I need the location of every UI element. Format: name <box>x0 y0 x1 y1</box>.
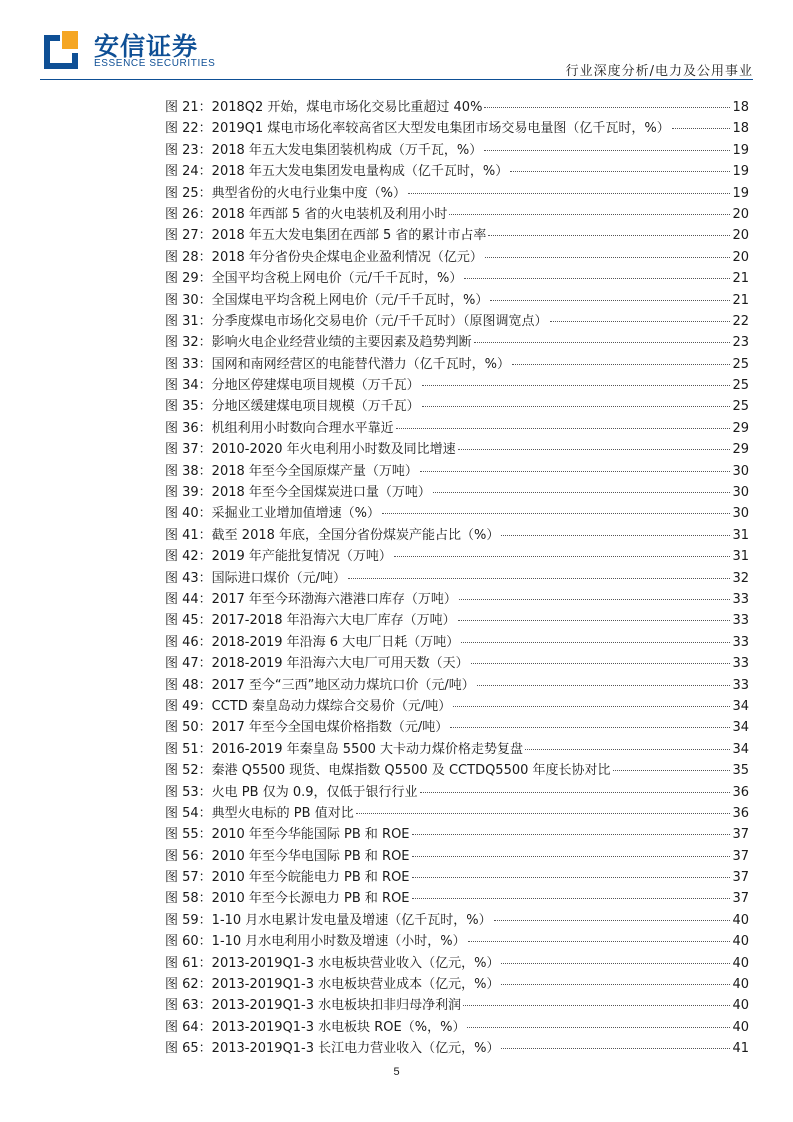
toc-entry-page: 37 <box>732 870 749 886</box>
toc-entry[interactable] <box>165 311 749 332</box>
toc-entry[interactable] <box>165 931 749 952</box>
toc-entry-page: 34 <box>732 698 749 714</box>
company-name-en: ESSENCE SECURITIES <box>94 58 216 69</box>
toc-entry-page: 32 <box>732 570 749 586</box>
toc-entry-page: 20 <box>732 249 749 265</box>
toc-entry[interactable] <box>165 589 749 610</box>
toc-dot-leader <box>420 470 731 472</box>
toc-entry[interactable] <box>165 1017 749 1038</box>
toc-entry-title: 图 52：秦港 Q5500 现货、电煤指数 Q5500 及 CCTDQ5500 年度长协对比 <box>165 763 611 779</box>
toc-entry-page: 41 <box>732 1041 749 1057</box>
toc-dot-leader <box>477 684 731 686</box>
toc-entry-title: 图 29：全国平均含税上网电价（元/千千瓦时，%） <box>165 271 463 287</box>
toc-entry-title: 图 57：2010 年至今皖能电力 PB 和 ROE <box>165 870 410 886</box>
toc-dot-leader <box>501 983 730 985</box>
toc-dot-leader <box>382 512 730 514</box>
toc-entry-title: 图 48：2017 至今“三西”地区动力煤坑口价（元/吨） <box>165 677 475 693</box>
toc-dot-leader <box>422 405 731 407</box>
toc-entry-page: 33 <box>732 634 749 650</box>
toc-dot-leader <box>488 234 730 236</box>
toc-entry-page: 40 <box>732 934 749 950</box>
toc-entry[interactable] <box>165 375 749 396</box>
toc-entry-page: 37 <box>732 891 749 907</box>
toc-dot-leader <box>468 940 731 942</box>
toc-entry[interactable] <box>165 739 749 760</box>
toc-entry-page: 18 <box>732 121 749 137</box>
toc-entry-title: 图 22：2019Q1 煤电市场化率较高省区大型发电集团市场交易电量图（亿千瓦时，%） <box>165 121 670 137</box>
toc-entry-page: 40 <box>732 912 749 928</box>
toc-entry[interactable] <box>165 888 749 909</box>
toc-entry-page: 29 <box>732 420 749 436</box>
toc-dot-leader <box>490 299 730 301</box>
toc-entry-page: 23 <box>732 335 749 351</box>
toc-dot-leader <box>485 256 731 258</box>
toc-entry-title: 图 50：2017 年至今全国电煤价格指数（元/吨） <box>165 720 449 736</box>
toc-entry-title: 图 37：2010-2020 年火电利用小时数及同比增速 <box>165 442 456 458</box>
toc-entry-title: 图 49：CCTD 秦皇岛动力煤综合交易价（元/吨） <box>165 698 452 714</box>
toc-entry-title: 图 45：2017-2018 年沿海六大电厂库存（万吨） <box>165 613 456 629</box>
toc-entry[interactable] <box>165 247 749 268</box>
toc-dot-leader <box>459 598 731 600</box>
toc-entry-title: 图 54：典型火电标的 PB 值对比 <box>165 805 354 821</box>
report-type: 行业深度分析/电力及公用事业 <box>565 64 753 79</box>
company-logo-icon <box>40 27 84 71</box>
toc-entry-title: 图 39：2018 年至今全国煤炭进口量（万吨） <box>165 485 431 501</box>
toc-entry-page: 40 <box>732 977 749 993</box>
toc-entry[interactable] <box>165 204 749 225</box>
toc-entry-page: 40 <box>732 955 749 971</box>
toc-dot-leader <box>672 127 731 129</box>
toc-entry-title: 图 23：2018 年五大发电集团装机构成（万千瓦，%） <box>165 142 483 158</box>
toc-entry-page: 25 <box>732 378 749 394</box>
toc-entry[interactable] <box>165 161 749 182</box>
toc-entry-page: 33 <box>732 613 749 629</box>
toc-entry-title: 图 33：国网和南网经营区的电能替代潜力（亿千瓦时，%） <box>165 356 511 372</box>
toc-entry-page: 19 <box>732 142 749 158</box>
toc-dot-leader <box>412 897 731 899</box>
toc-entry-page: 20 <box>732 206 749 222</box>
toc-entry-page: 30 <box>732 485 749 501</box>
toc-entry-title: 图 56：2010 年至今华电国际 PB 和 ROE <box>165 848 410 864</box>
toc-entry-page: 30 <box>732 463 749 479</box>
toc-entry-page: 29 <box>732 442 749 458</box>
toc-entry-page: 19 <box>732 164 749 180</box>
toc-entry[interactable] <box>165 653 749 674</box>
toc-entry[interactable] <box>165 118 749 139</box>
toc-entry[interactable] <box>165 803 749 824</box>
toc-entry-title: 图 40：采掘业工业增加值增速（%） <box>165 506 381 522</box>
toc-entry-title: 图 28：2018 年分省份央企煤电企业盈利情况（亿元） <box>165 249 483 265</box>
toc-entry[interactable] <box>165 782 749 803</box>
toc-entry-page: 36 <box>732 805 749 821</box>
toc-entry-title: 图 35：分地区缓建煤电项目规模（万千瓦） <box>165 399 420 415</box>
toc-dot-leader <box>494 919 731 921</box>
toc-dot-leader <box>453 705 730 707</box>
toc-dot-leader <box>420 791 731 793</box>
toc-dot-leader <box>510 170 730 172</box>
toc-entry-title: 图 61：2013-2019Q1-3 水电板块营业收入（亿元，%） <box>165 955 500 971</box>
toc-dot-leader <box>464 277 730 279</box>
toc-entry-page: 33 <box>732 591 749 607</box>
toc-entry[interactable] <box>165 974 749 995</box>
toc-entry[interactable] <box>165 439 749 460</box>
toc-dot-leader <box>463 1004 730 1006</box>
toc-entry-title: 图 62：2013-2019Q1-3 水电板块营业成本（亿元，%） <box>165 977 500 993</box>
toc-entry[interactable] <box>165 867 749 888</box>
toc-entry-title: 图 42：2019 年产能批复情况（万吨） <box>165 549 392 565</box>
toc-entry-page: 34 <box>732 741 749 757</box>
page-header <box>0 0 793 80</box>
toc-dot-leader <box>412 855 731 857</box>
toc-dot-leader <box>501 1047 730 1049</box>
header-divider <box>40 79 753 80</box>
toc-dot-leader <box>471 662 731 664</box>
toc-entry-page: 30 <box>732 506 749 522</box>
toc-entry-title: 图 44：2017 年至今环渤海六港港口库存（万吨） <box>165 591 457 607</box>
toc-entry-page: 37 <box>732 848 749 864</box>
toc-entry[interactable] <box>165 568 749 589</box>
toc-entry-title: 图 36：机组利用小时数向合理水平靠近 <box>165 420 394 436</box>
toc-entry[interactable] <box>165 717 749 738</box>
toc-dot-leader <box>512 363 730 365</box>
toc-dot-leader <box>394 555 731 557</box>
toc-dot-leader <box>412 833 731 835</box>
toc-entry-page: 20 <box>732 228 749 244</box>
toc-dot-leader <box>458 448 731 450</box>
toc-entry-title: 图 21：2018Q2 开始，煤电市场化交易比重超过 40% <box>165 100 483 115</box>
toc-entry-title: 图 59：1-10 月水电累计发电量及增速（亿千瓦时，%） <box>165 912 492 928</box>
toc-entry[interactable] <box>165 97 749 118</box>
toc-dot-leader <box>449 213 730 215</box>
toc-entry-title: 图 53：火电 PB 仅为 0.9，仅低于银行行业 <box>165 784 418 800</box>
toc-dot-leader <box>412 876 731 878</box>
toc-dot-leader <box>356 812 731 814</box>
toc-entry-title: 图 26：2018 年西部 5 省的火电装机及利用小时 <box>165 206 448 222</box>
toc-entry-page: 22 <box>732 313 749 329</box>
toc-entry-title: 图 47：2018-2019 年沿海六大电厂可用天数（天） <box>165 656 469 672</box>
toc-entry[interactable] <box>165 332 749 353</box>
toc-entry-title: 图 24：2018 年五大发电集团发电量构成（亿千瓦时，%） <box>165 164 509 180</box>
toc-entry[interactable] <box>165 632 749 653</box>
toc-entry[interactable] <box>165 140 749 161</box>
toc-dot-leader <box>484 149 730 151</box>
toc-dot-leader <box>422 384 731 386</box>
toc-entry[interactable] <box>165 461 749 482</box>
toc-entry[interactable] <box>165 675 749 696</box>
toc-dot-leader <box>550 320 731 322</box>
toc-entry[interactable] <box>165 1038 749 1059</box>
toc-entry-page: 19 <box>732 185 749 201</box>
toc-entry-title: 图 51：2016-2019 年秦皇岛 5500 大卡动力煤价格走势复盘 <box>165 741 524 757</box>
company-name-cn: 安信证券 <box>94 32 199 61</box>
toc-entry[interactable] <box>165 503 749 524</box>
toc-entry[interactable] <box>165 953 749 974</box>
toc-entry[interactable] <box>165 268 749 289</box>
toc-entry-page: 31 <box>732 549 749 565</box>
toc-entry-page: 34 <box>732 720 749 736</box>
toc-dot-leader <box>461 641 730 643</box>
toc-entry-title: 图 46：2018-2019 年沿海 6 大电厂日耗（万吨） <box>165 634 460 650</box>
toc-entry-title: 图 34：分地区停建煤电项目规模（万千瓦） <box>165 378 420 394</box>
toc-entry-title: 图 58：2010 年至今长源电力 PB 和 ROE <box>165 891 410 907</box>
toc-entry[interactable] <box>165 482 749 503</box>
toc-entry[interactable] <box>165 824 749 845</box>
toc-entry-title: 图 43：国际进口煤价（元/吨） <box>165 570 347 586</box>
toc-entry-page: 25 <box>732 399 749 415</box>
toc-entry-title: 图 30：全国煤电平均含税上网电价（元/千千瓦时，%） <box>165 292 489 308</box>
toc-entry-title: 图 65：2013-2019Q1-3 长江电力营业收入（亿元，%） <box>165 1041 500 1057</box>
toc-entry-page: 18 <box>732 100 749 115</box>
toc-dot-leader <box>408 192 730 194</box>
toc-entry[interactable] <box>165 354 749 375</box>
toc-entry-page: 21 <box>732 292 749 308</box>
toc-dot-leader <box>458 619 731 621</box>
toc-dot-leader <box>450 726 730 728</box>
toc-entry[interactable] <box>165 225 749 246</box>
toc-entry[interactable] <box>165 290 749 311</box>
toc-dot-leader <box>501 534 730 536</box>
toc-entry-title: 图 55：2010 年至今华能国际 PB 和 ROE <box>165 827 410 843</box>
toc-entry[interactable] <box>165 910 749 931</box>
toc-dot-leader <box>501 962 730 964</box>
toc-entry[interactable] <box>165 396 749 417</box>
toc-entry-title: 图 31：分季度煤电市场化交易电价（元/千千瓦时）（原图调宽点） <box>165 313 548 329</box>
toc-entry[interactable] <box>165 760 749 781</box>
toc-entry-page: 40 <box>732 1019 749 1035</box>
page-number: 5 <box>393 1066 400 1078</box>
toc-entry-title: 图 64：2013-2019Q1-3 水电板块 ROE（%，%） <box>165 1019 466 1035</box>
toc-entry-title: 图 60：1-10 月水电利用小时数及增速（小时，%） <box>165 934 466 950</box>
toc-entry[interactable] <box>165 183 749 204</box>
toc-entry[interactable] <box>165 696 749 717</box>
toc-entry-page: 31 <box>732 527 749 543</box>
toc-dot-leader <box>484 106 730 108</box>
toc-dot-leader <box>396 427 731 429</box>
toc-entry-page: 21 <box>732 271 749 287</box>
toc-entry-page: 25 <box>732 356 749 372</box>
toc-entry-title: 图 32：影响火电企业经营业绩的主要因素及趋势判断 <box>165 335 472 351</box>
toc-entry-title: 图 27：2018 年五大发电集团在西部 5 省的累计市占率 <box>165 228 487 244</box>
toc-entry-page: 37 <box>732 827 749 843</box>
toc-entry-title: 图 63：2013-2019Q1-3 水电板块扣非归母净利润 <box>165 998 462 1014</box>
toc-entry[interactable] <box>165 525 749 546</box>
figure-table-of-contents <box>165 97 749 1060</box>
toc-entry[interactable] <box>165 995 749 1016</box>
toc-entry-title: 图 41：截至 2018 年底，全国分省份煤炭产能占比（%） <box>165 527 500 543</box>
toc-dot-leader <box>433 491 731 493</box>
toc-entry-title: 图 38：2018 年至今全国原煤产量（万吨） <box>165 463 418 479</box>
toc-dot-leader <box>474 341 731 343</box>
toc-dot-leader <box>348 577 730 579</box>
toc-dot-leader <box>525 748 730 750</box>
toc-entry[interactable] <box>165 418 749 439</box>
toc-entry[interactable] <box>165 610 749 631</box>
toc-entry-page: 40 <box>732 998 749 1014</box>
toc-entry[interactable] <box>165 846 749 867</box>
toc-dot-leader <box>467 1026 730 1028</box>
toc-entry-page: 33 <box>732 656 749 672</box>
toc-dot-leader <box>613 769 731 771</box>
toc-entry[interactable] <box>165 546 749 567</box>
toc-entry-page: 36 <box>732 784 749 800</box>
toc-entry-page: 33 <box>732 677 749 693</box>
toc-entry-title: 图 25：典型省份的火电行业集中度（%） <box>165 185 407 201</box>
toc-entry-page: 35 <box>732 763 749 779</box>
